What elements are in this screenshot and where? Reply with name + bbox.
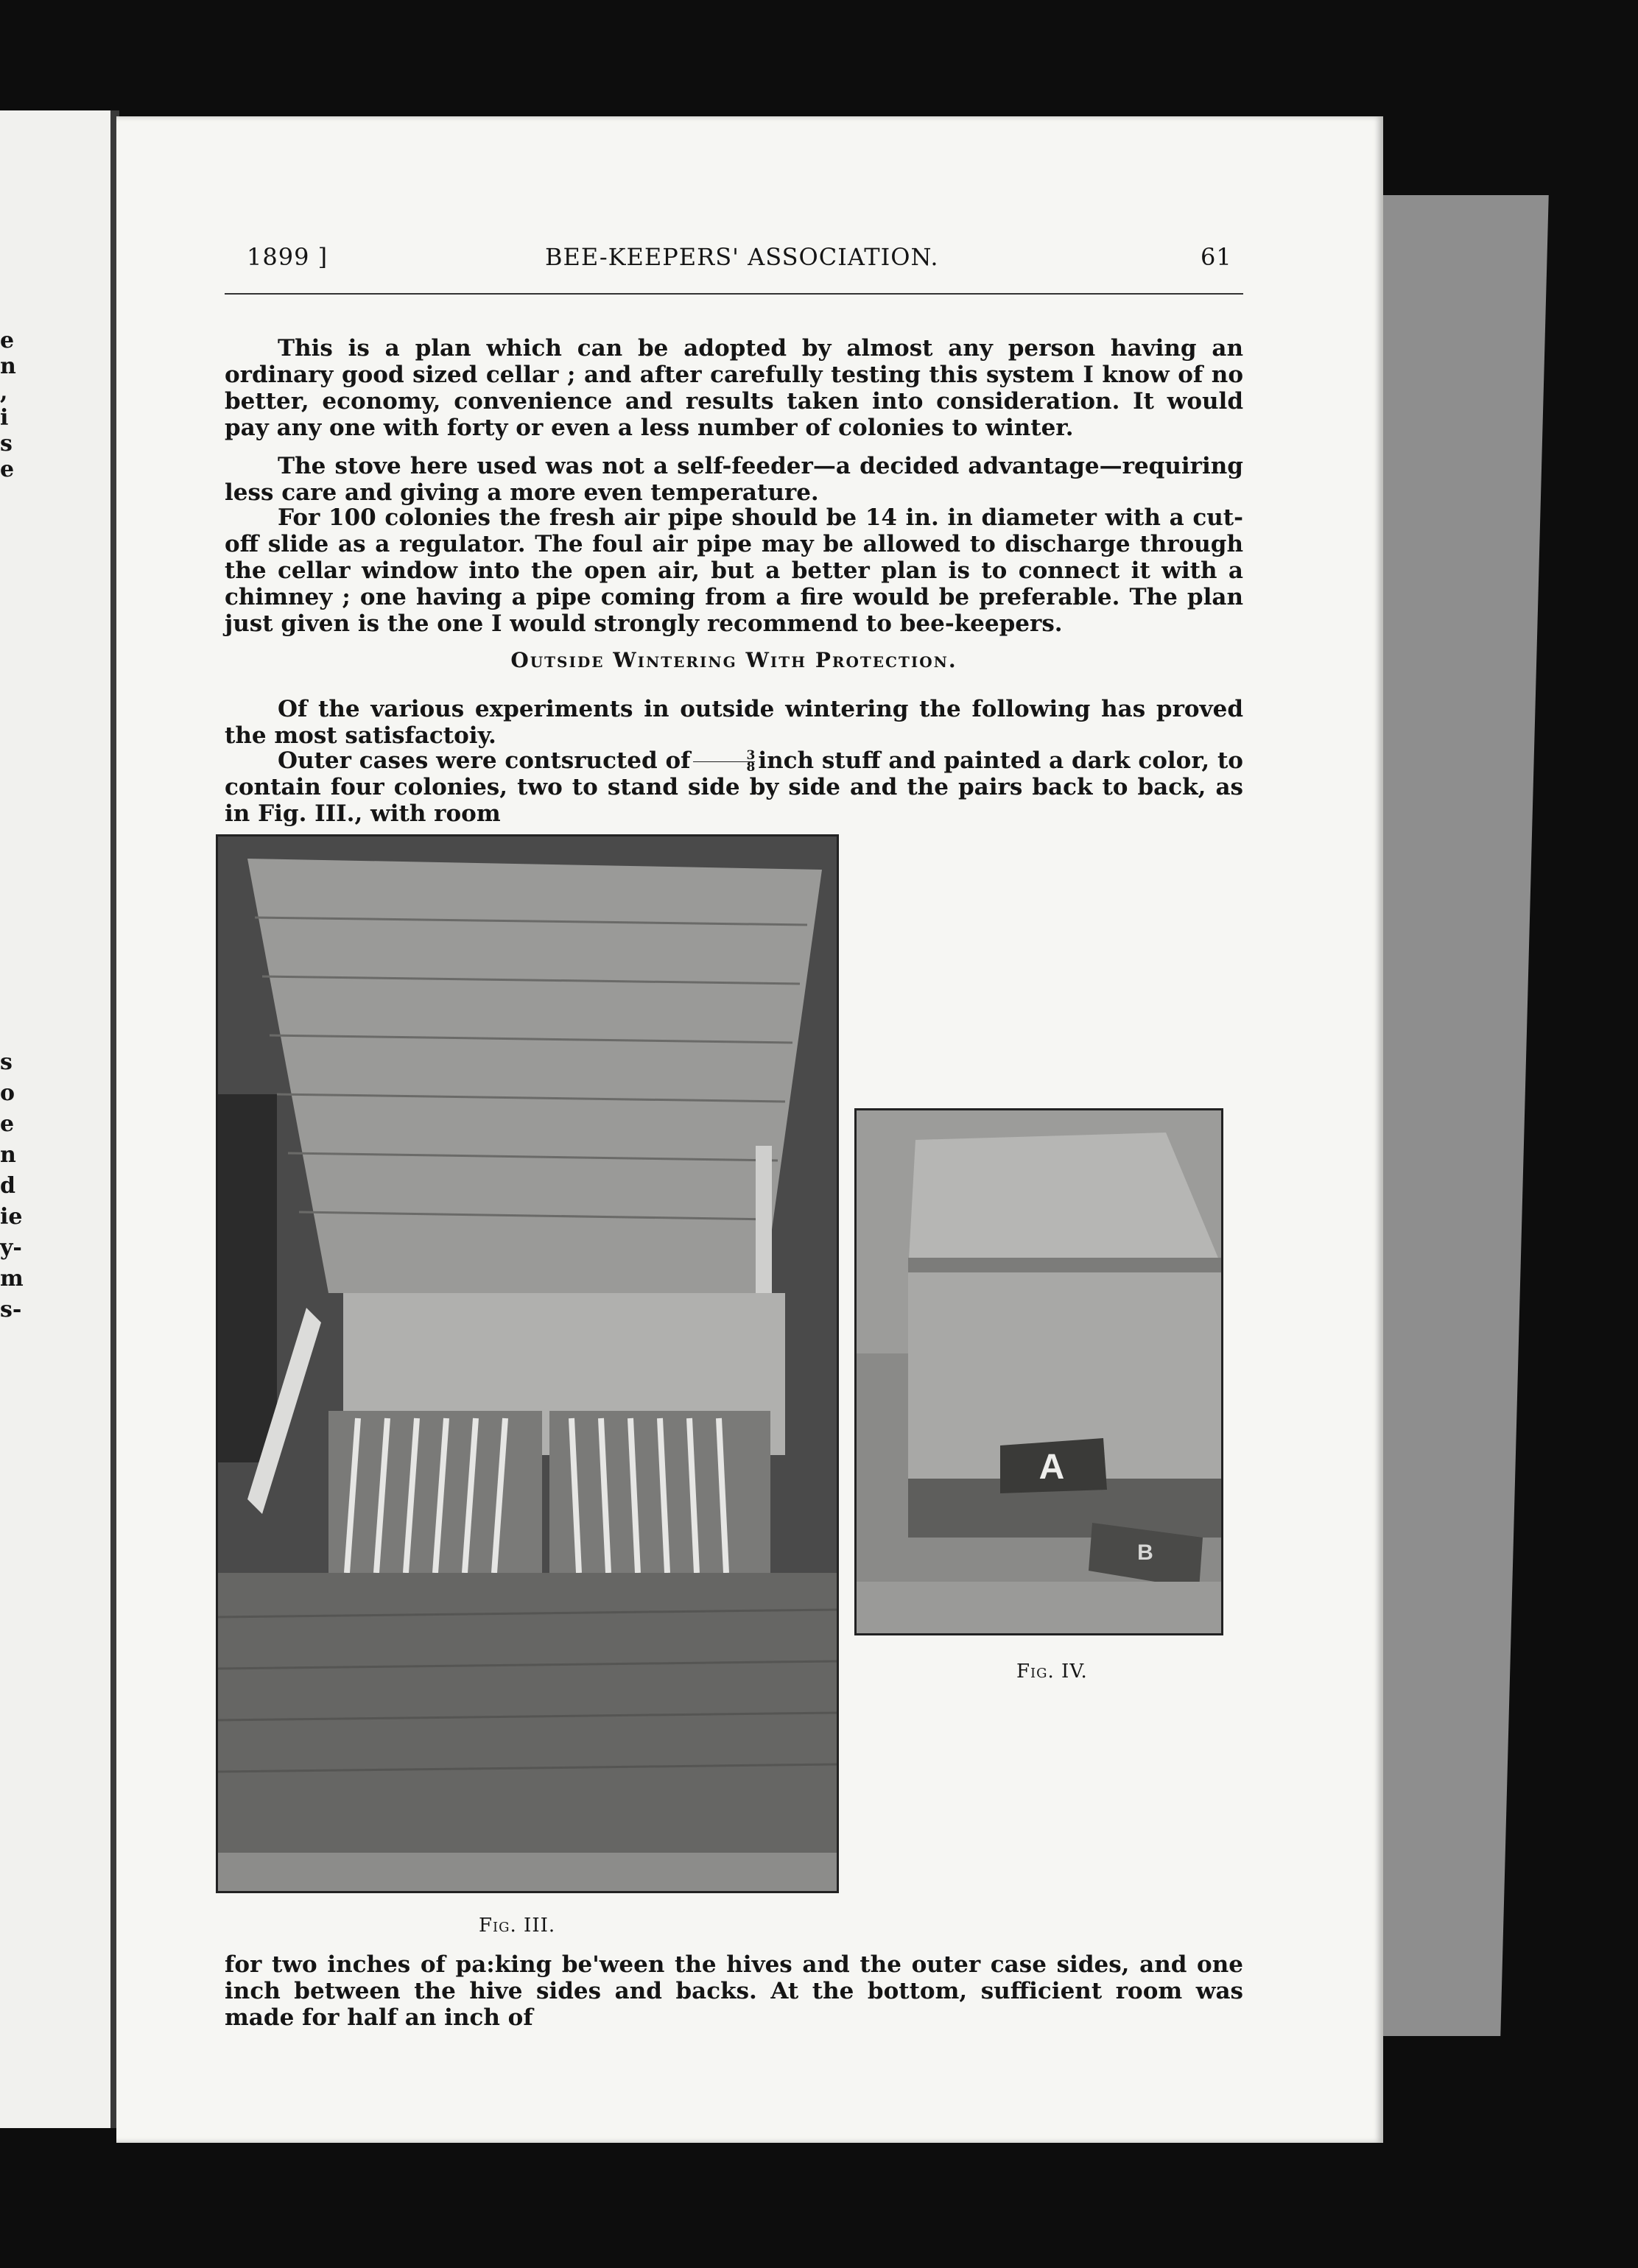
left-page-fragment: y-	[0, 1235, 22, 1261]
paragraph-2: The stove here used was not a self-feeder—a decided advantage—requiring less care and giving a more even temperature.	[225, 453, 1243, 506]
left-page-fragment: o	[0, 1080, 15, 1106]
paragraph-6: for two inches of pa:king be'ween the hives and the outer case sides, and one inch between the hive sides and backs. At the bottom, sufficient room was made for half an inch of	[225, 1951, 1243, 2031]
left-page-fragment: s	[0, 1049, 13, 1075]
paragraph-4: Of the various experiments in outside wintering the following has proved the most satisfactoiy.	[225, 696, 1243, 749]
left-page-fragment: e	[0, 328, 15, 353]
fig4-photo	[854, 1108, 1223, 1635]
paragraph-3: For 100 colonies the fresh air pipe should be 14 in. in diameter with a cut-off slide as a regulator. The foul air pipe may be allowed to discharge through the cellar window into the open air, but a better plan is to connect it with a chimney ; one having a pipe coming from a fire would be preferable. The plan just given is the one I would strongly recommend to bee-keepers.	[225, 504, 1243, 637]
fig4-label-a: A	[1038, 1448, 1065, 1487]
left-page-fragment: d	[0, 1173, 15, 1199]
left-page-fragment: i	[0, 405, 9, 431]
left-page-fragment: e	[0, 1111, 15, 1137]
left-page-fragment: e	[0, 457, 15, 482]
left-page-fragment: ,	[0, 379, 8, 405]
running-head-title: BEE-KEEPERS' ASSOCIATION.	[545, 243, 939, 271]
paragraph-1: This is a plan which can be adopted by almost any person having an ordinary good sized cellar ; and after carefully testing this system I know of no better, economy, convenience and results taken into consideration. It would pay any one with forty or even a less number of colonies to winter.	[225, 335, 1243, 441]
left-page-margin	[0, 110, 114, 2128]
left-page-fragment: s-	[0, 1297, 22, 1323]
fig3-caption: Fig. III.	[479, 1915, 556, 1937]
left-page-fragment: n	[0, 1142, 16, 1168]
header-rule	[225, 293, 1243, 295]
left-page-fragment: s	[0, 431, 13, 457]
fig4-caption: Fig. IV.	[1016, 1660, 1088, 1683]
fig3-photo	[216, 834, 839, 1893]
left-page-fragment: n	[0, 353, 16, 379]
fraction: $\frac{3}{8}$	[693, 750, 755, 773]
page-number: 61	[1201, 243, 1232, 271]
left-page-fragment: m	[0, 1266, 24, 1292]
fig4-label-b: B	[1137, 1540, 1153, 1565]
paragraph-5: Outer cases were contsructed of $\frac{3}{8}$ inch stuff and painted a dark color, to contain four colonies, two to stand side by side and the pairs back to back, as in Fig. III., with room	[225, 747, 1243, 827]
running-head-year: 1899 ]	[247, 243, 328, 271]
left-page-fragment: ie	[0, 1204, 23, 1230]
section-heading: Outside Wintering With Protection.	[510, 648, 957, 672]
